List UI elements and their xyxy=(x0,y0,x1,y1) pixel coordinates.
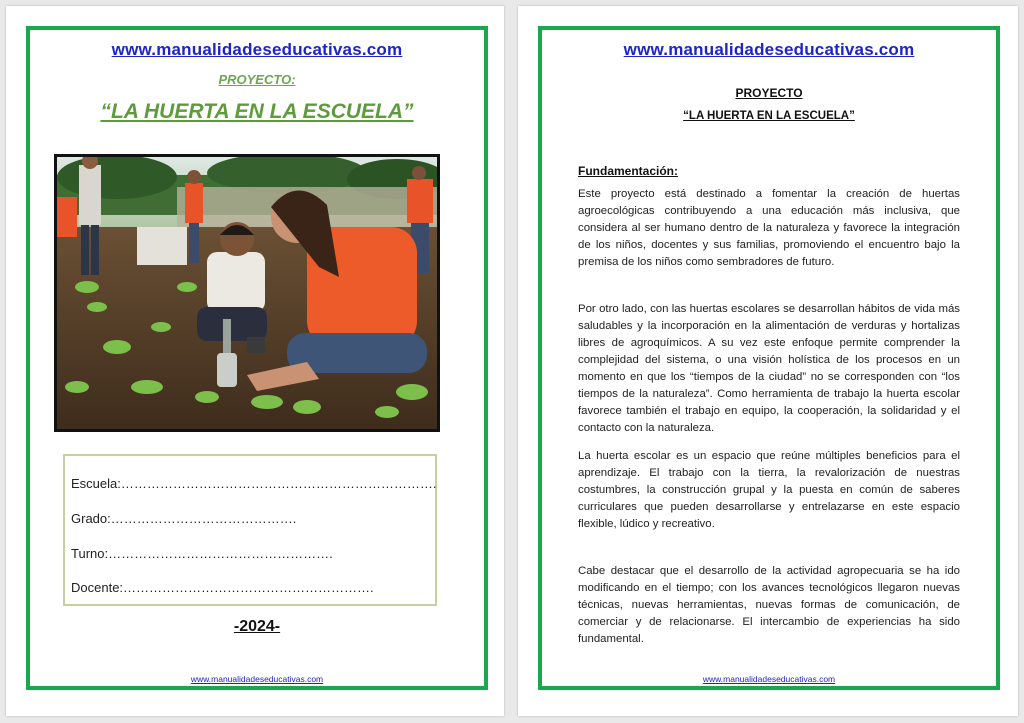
project-label: PROYECTO: xyxy=(218,72,296,87)
grade-field[interactable]: Grado:……………………………………. xyxy=(71,511,297,526)
paragraph: Por otro lado, con las huertas escolares se desarrollan hábitos de vida más saludables y la incorporación en la alimentación de verduras y hortalizas libres de agroquímicos. A su vez este enfoque permite comprender la complejidad del sistema, o una visión holística de los procesos en un momento en que los “tiempos de la ciudad” no se corresponden con “los tiempos de la naturaleza”. Como herramienta de trabajo la huerta escolar favorece también el trabajo en equipo, la cooperación, la solidaridad y el contacto con la naturaleza. xyxy=(578,303,960,434)
paragraph: La huerta escolar es un espacio que reúne múltiples beneficios para el aprendizaje. El trabajo con la tierra, la revalorización de nuestras costumbres, la construcción grupal y la puesta en común de saberes curriculares que pueden desarrollarse y entrelazarse en este espacio flexible, lúdico y recreativo. xyxy=(578,450,960,530)
footer-site-link[interactable]: www.manualidadeseducativas.com xyxy=(190,674,324,684)
year-label: -2024- xyxy=(233,618,281,635)
content-green-frame xyxy=(538,26,1000,690)
footer-site-link[interactable]: www.manualidadeseducativas.com xyxy=(702,674,836,684)
paragraph: Este proyecto está destinado a fomentar la creación de huertas agroecológicas contribuyendo a una educación más inclusiva, que considera al ser humano dentro de la naturaleza y favorece la integración de los niños, docentes y sus familias, promoviendo el encuentro bajo la premisa de los niños como sembradores de futuro. xyxy=(578,188,960,268)
cover-page xyxy=(6,6,504,716)
project-title: “LA HUERTA EN LA ESCUELA” xyxy=(100,100,414,123)
project-heading: PROYECTO xyxy=(735,86,803,100)
cover-green-frame xyxy=(26,26,488,690)
garden-photo-illustration xyxy=(57,157,437,429)
teacher-field[interactable]: Docente:…………………………………………………. xyxy=(71,580,374,595)
school-field[interactable]: Escuela:………………………………………………………………. xyxy=(71,476,437,491)
project-subheading: “LA HUERTA EN LA ESCUELA” xyxy=(683,110,855,122)
site-link[interactable]: www.manualidadeseducativas.com xyxy=(623,40,915,59)
section-heading: Fundamentación: xyxy=(578,164,679,178)
site-link[interactable]: www.manualidadeseducativas.com xyxy=(111,40,403,59)
content-page xyxy=(518,6,1018,716)
garden-photo xyxy=(54,154,440,432)
student-info-form xyxy=(63,454,437,606)
shift-field[interactable]: Turno:……………………………………………. xyxy=(71,546,333,561)
paragraph: Cabe destacar que el desarrollo de la actividad agropecuaria se ha ido modificando en el tiempo; con los avances tecnológicos llegaron nuevas técnicas, nuevas herramientas, nuevas formas de comunicación, de comerciar y de relacionarse. El intercambio de experiencias ha sido fundamental. xyxy=(578,565,960,645)
